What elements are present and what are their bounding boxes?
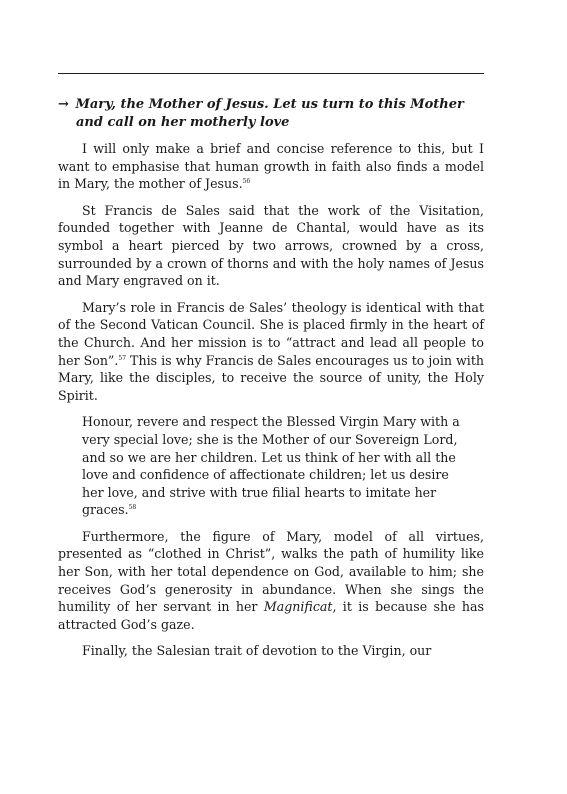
body-text	[58, 140, 484, 669]
quote-paragraph	[82, 413, 464, 519]
paragraph-1	[58, 140, 484, 193]
paragraph-5-text: Finally, the Salesian trait of devotion to the Virgin, our	[82, 643, 432, 659]
paragraph-2-text: St Francis de Sales said that the work of the Visitation, founded together with Jeanne de Chantal, would have as its symbol a heart pierced by two arrows, crowned by a cross, surrounded by a crown of thorns and with the holy names of Jesus and Mary engraved on it.	[58, 202, 484, 289]
footnote-ref-56: 56	[242, 178, 251, 186]
paragraph-3-text-b: This is why Francis de Sales encourages us to join with Mary, like the disciples, to receive the source of unity, the Holy Spirit.	[58, 352, 485, 403]
paragraph-4-text-a: Furthermore, the figure of Mary, model of all virtues, presented as “clothed in Christ”, walks the path of humility like her Son, with her total dependence on God, available to him; she receives God’s generosity in abundance. When she sings the humility of her servant in her	[58, 528, 484, 615]
footnote-ref-57: 57	[118, 354, 127, 362]
paragraph-2	[58, 202, 484, 290]
quote-text: Honour, revere and respect the Blessed Virgin Mary with a very special love; she is the Mother of our Sovereign Lord, and so we are her children. Let us think of her with all the love and confidence of affectionate children; let us desire her love, and strive with true filial hearts to imitate her graces.	[82, 414, 460, 518]
header-rule	[58, 73, 484, 74]
heading-line-2: and call on her motherly love	[76, 115, 290, 130]
paragraph-5	[58, 642, 484, 660]
block-quote	[82, 413, 464, 519]
paragraph-4	[58, 528, 484, 634]
footnote-ref-58: 58	[128, 504, 137, 512]
paragraph-3-text-a: Mary’s role in Francis de Sales’ theology is identical with that of the Second Vatican Council. She is placed firmly in the heart of the Church. And her mission is to “attract and lead all people to her Son”.	[58, 299, 484, 368]
paragraph-1-text: I will only make a brief and concise reference to this, but I want to emphasise that human growth in faith also finds a model in Mary, the mother of Jesus.	[58, 141, 484, 192]
heading-line-1: Mary, the Mother of Jesus. Let us turn to this Mother	[75, 97, 464, 112]
paragraph-4-text-b: , it is because she has attracted God’s gaze.	[58, 599, 484, 632]
magnificat-emphasis: Magnificat	[263, 599, 333, 615]
paragraph-3	[58, 299, 484, 405]
arrow-icon: →	[58, 97, 69, 112]
section-heading	[58, 96, 484, 132]
